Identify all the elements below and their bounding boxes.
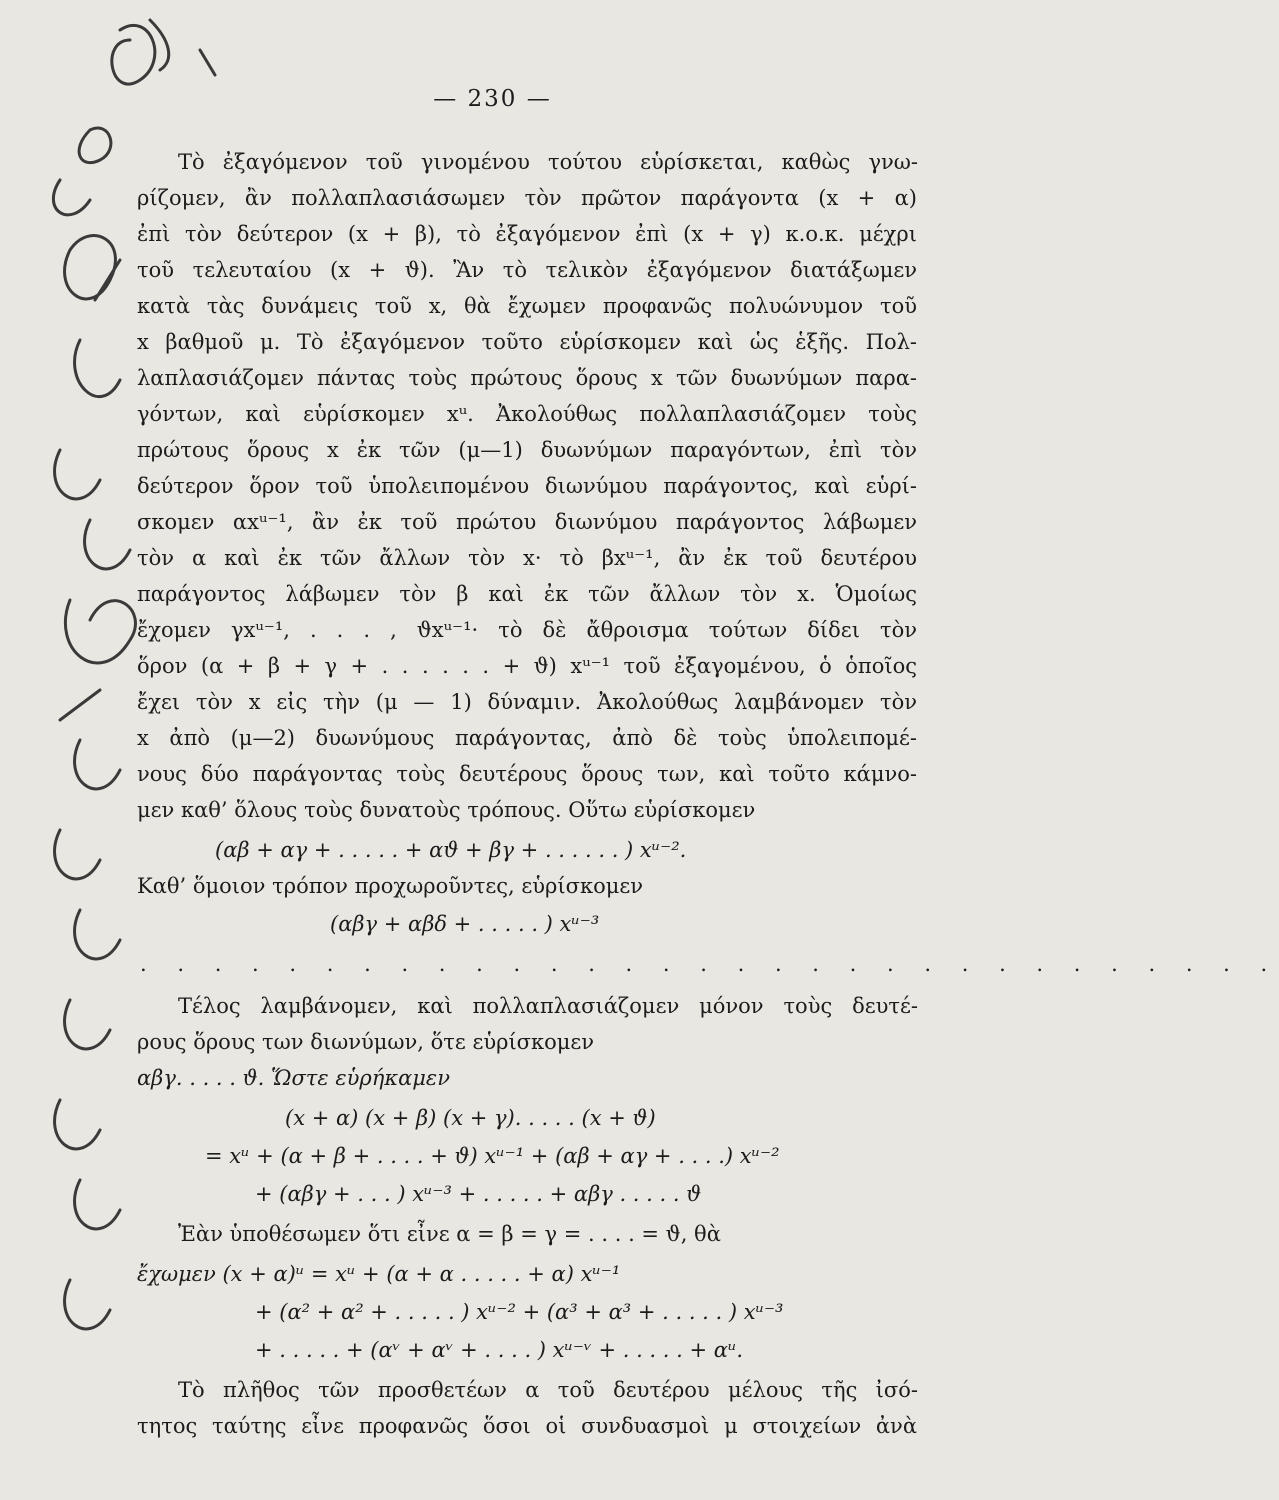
text-line-ean-1: Ἐὰν ὑποθέσωμεν ὅτι εἶνε α = β = γ = . . . . = ϑ, θὰ (178, 1222, 721, 1246)
text-line-last-1: Τὸ πλῆθος τῶν προσθετέων α τοῦ δευτέρου μέλους τῆς ἰσό- (178, 1378, 918, 1402)
page-number: — 230 — (433, 86, 552, 112)
equation-line-1: (x + α) (x + β) (x + γ). . . . . (x + ϑ) (285, 1106, 656, 1130)
text-line-7: λαπλασιάζομεν πάντας τοὺς πρώτους ὅρους x τῶν δυωνύμων παρα- (137, 366, 917, 390)
text-line-14: ἔχομεν γxᵘ⁻¹, . . . , ϑxᵘ⁻¹· τὸ δὲ ἄθροισμα τούτων δίδει τὸν (137, 618, 917, 642)
text-line-kath: Καθ’ ὅμοιον τρόπον προχωροῦντες, εὑρίσκομεν (137, 874, 643, 898)
text-line-5: κατὰ τὰς δυνάμεις τοῦ x, θὰ ἔχωμεν προφανῶς πολυώνυμον τοῦ (137, 294, 917, 318)
equation-line-6: + . . . . . + (αᵛ + αᵛ + . . . . ) xᵘ⁻ᵛ + . . . . . + αᵘ. (255, 1338, 743, 1362)
equation-line-3: + (αβγ + . . . ) xᵘ⁻³ + . . . . . + αβγ . . . . . ϑ (255, 1182, 702, 1206)
text-line-8: γόντων, καὶ εὑρίσκομεν xᵘ. Ἀκολούθως πολλαπλασιάζομεν τοὺς (137, 402, 917, 426)
dots-separator: . . . . . . . . . . . . . . . . . . . . . . . . . . . . . . . (140, 952, 1279, 976)
text-line-18: νους δύο παράγοντας τοὺς δευτέρους ὅρους των, καὶ τοῦτο κάμνο- (137, 762, 917, 786)
text-line-15: ὅρον (α + β + γ + . . . . . . + ϑ) xᵘ⁻¹ τοῦ ἐξαγομένου, ὁ ὁποῖος (137, 654, 917, 678)
text-line-telos-1: Τέλος λαμβάνομεν, καὶ πολλαπλασιάζομεν μόνον τοὺς δευτέ- (178, 994, 918, 1018)
equation-line-5: + (α² + α² + . . . . . ) xᵘ⁻² + (α³ + α³ + . . . . . ) xᵘ⁻³ (255, 1300, 784, 1324)
formula-line-2: (αβγ + αβδ + . . . . . ) xᵘ⁻³ (330, 912, 600, 936)
text-line-2: ρίζομεν, ἂν πολλαπλασιάσωμεν τὸν πρῶτον παράγοντα (x + α) (137, 186, 917, 210)
text-line-3: ἐπὶ τὸν δεύτερον (x + β), τὸ ἐξαγόμενον ἐπὶ (x + γ) κ.ο.κ. μέχρι (137, 222, 917, 246)
text-line-1: Τὸ ἐξαγόμενον τοῦ γινομένου τούτου εὑρίσκεται, καθὼς γνω- (178, 150, 918, 174)
text-line-telos-3: αβγ. . . . . ϑ. Ὥστε εὑρήκαμεν (137, 1066, 450, 1090)
text-line-last-2: τητος ταύτης εἶνε προφανῶς ὅσοι οἱ συνδυασμοὶ μ στοιχείων ἀνὰ (137, 1414, 917, 1438)
equation-line-2: = xᵘ + (α + β + . . . . + ϑ) xᵘ⁻¹ + (αβ + αγ + . . . .) xᵘ⁻² (205, 1144, 780, 1168)
text-line-4: τοῦ τελευταίου (x + ϑ). Ἂν τὸ τελικὸν ἐξαγόμενον διατάξωμεν (137, 258, 917, 282)
text-line-telos-2: ρους ὅρους των διωνύμων, ὅτε εὑρίσκομεν (137, 1030, 595, 1054)
text-line-9: πρώτους ὅρους x ἐκ τῶν (μ—1) δυωνύμων παραγόντων, ἐπὶ τὸν (137, 438, 917, 462)
text-line-11: σκομεν αxᵘ⁻¹, ἂν ἐκ τοῦ πρώτου διωνύμου παράγοντος λάβωμεν (137, 510, 917, 534)
text-line-13: παράγοντος λάβωμεν τὸν β καὶ ἐκ τῶν ἄλλων τὸν x. Ὁμοίως (137, 582, 917, 606)
equation-line-4: ἔχωμεν (x + α)ᵘ = xᵘ + (α + α . . . . . + α) xᵘ⁻¹ (137, 1262, 621, 1286)
text-line-6: x βαθμοῦ μ. Τὸ ἐξαγόμενον τοῦτο εὑρίσκομεν καὶ ὡς ἑξῆς. Πολ- (137, 330, 917, 354)
text-line-10: δεύτερον ὅρον τοῦ ὑπολειπομένου διωνύμου παράγοντος, καὶ εὑρί- (137, 474, 917, 498)
text-line-16: ἔχει τὸν x εἰς τὴν (μ — 1) δύναμιν. Ἀκολούθως λαμβάνομεν τὸν (137, 690, 917, 714)
formula-line-1: (αβ + αγ + . . . . . + αϑ + βγ + . . . . . . ) xᵘ⁻². (215, 838, 687, 862)
text-line-17: x ἀπὸ (μ—2) δυωνύμους παράγοντας, ἀπὸ δὲ τοὺς ὑπολειπομέ- (137, 726, 917, 750)
text-line-19: μεν καθ’ ὅλους τοὺς δυνατοὺς τρόπους. Οὕτω εὑρίσκομεν (137, 798, 756, 822)
text-line-12: τὸν α καὶ ἐκ τῶν ἄλλων τὸν x· τὸ βxᵘ⁻¹, ἂν ἐκ τοῦ δευτέρου (137, 546, 917, 570)
